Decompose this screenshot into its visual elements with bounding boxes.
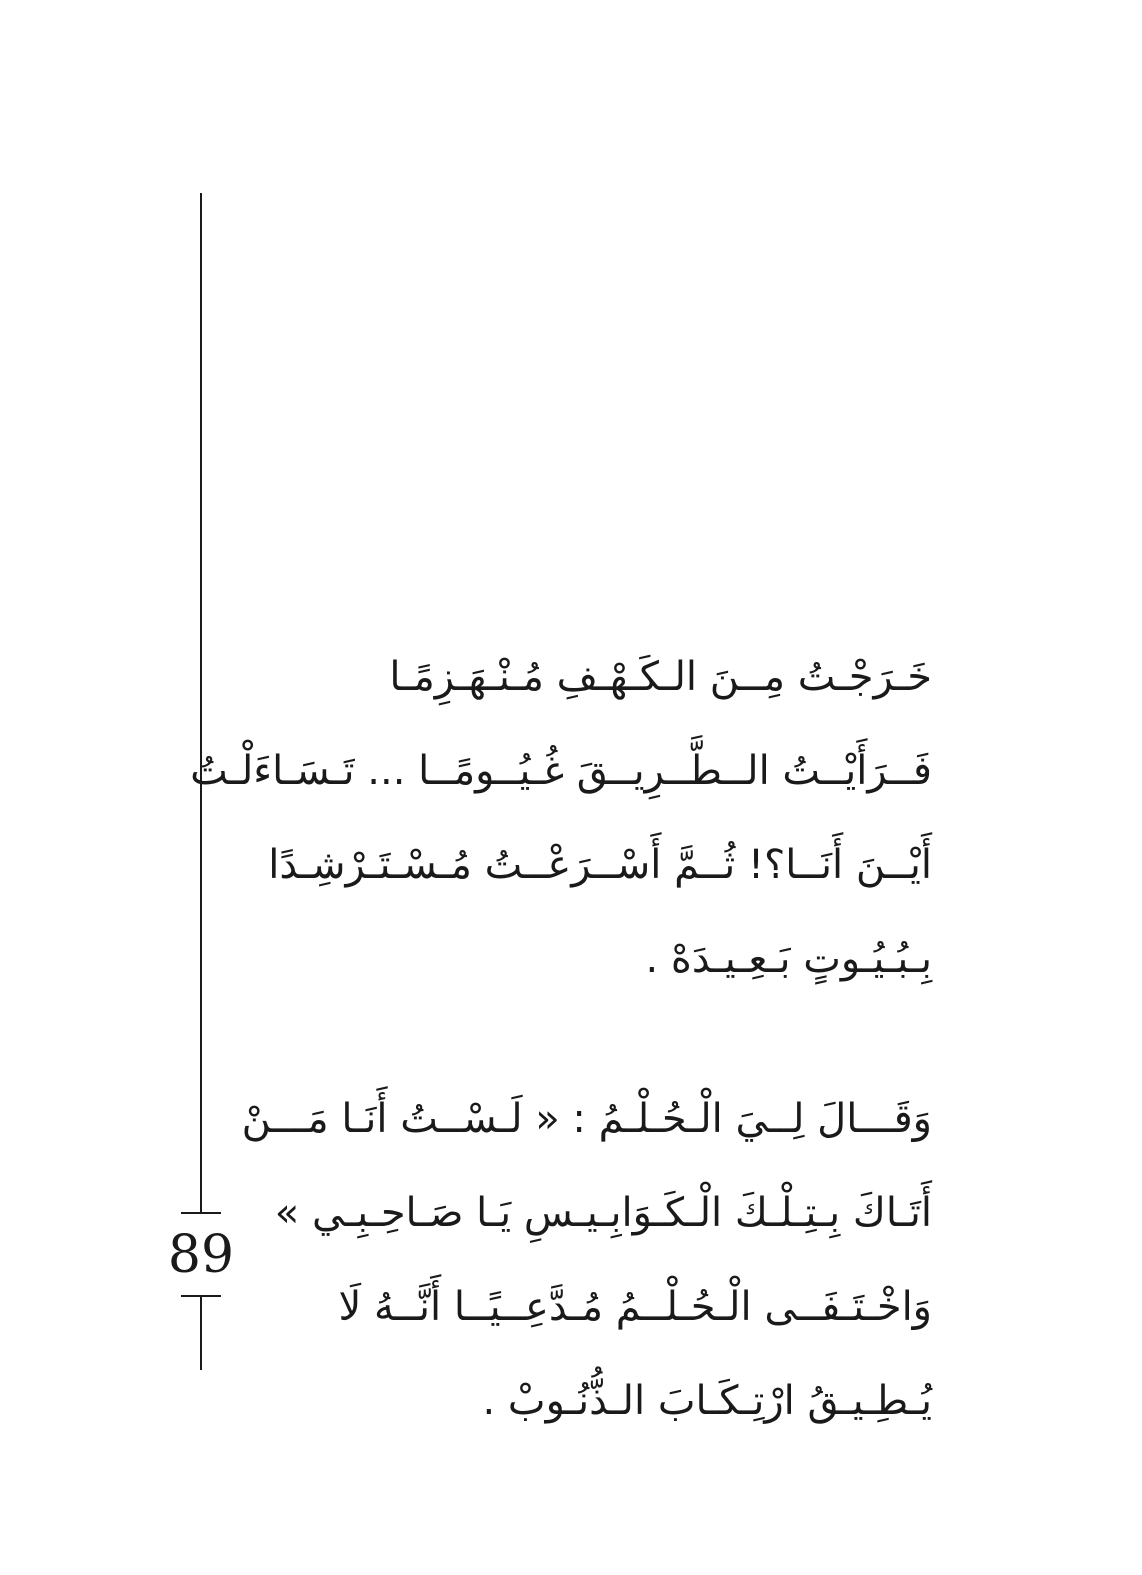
- vertical-rule-lower: [200, 1295, 202, 1370]
- verse-line: فَــرَأَيْــتُ الــطَّــرِيــقَ غُـيُــومًــا ... تَـسَـاءَلْـتُ: [190, 748, 932, 794]
- verse-line: أَتَـاكَ بِـتِـلْـكَ الْـكَـوَابِـيـسِ يَـا صَـاحِـبِـي »: [274, 1190, 932, 1236]
- verse-line: خَـرَجْـتُ مِــنَ الـكَـهْـفِ مُـنْـهَـزِمًـا: [389, 654, 932, 700]
- poem-stanza-1: [190, 630, 932, 1006]
- rule-tick-upper: [181, 1212, 221, 1214]
- verse-line: يُـطِـيـقُ ارْتِـكَـابَ الـذُّنُـوبْ .: [482, 1378, 932, 1424]
- verse-line: وَقَـــالَ لِــيَ الْـحُـلْـمُ : « لَـسْــتُ أَنَـا مَـــنْ: [241, 1096, 932, 1142]
- poem-stanza-2: [241, 1072, 932, 1448]
- page-number: 89: [167, 1225, 235, 1285]
- verse-line: أَيْــنَ أَنَــا؟! ثُــمَّ أَسْــرَعْــتُ مُـسْـتَـرْشِـدًا: [268, 842, 932, 888]
- verse-line: وَاخْـتَـفَــى الْـحُـلْــمُ مُـدَّعِــيًــا أَنَّــهُ لَا: [338, 1284, 932, 1330]
- verse-line: بِـبُـيُـوتٍ بَـعِـيـدَهْ .: [645, 936, 932, 982]
- vertical-rule-upper: [200, 193, 202, 1213]
